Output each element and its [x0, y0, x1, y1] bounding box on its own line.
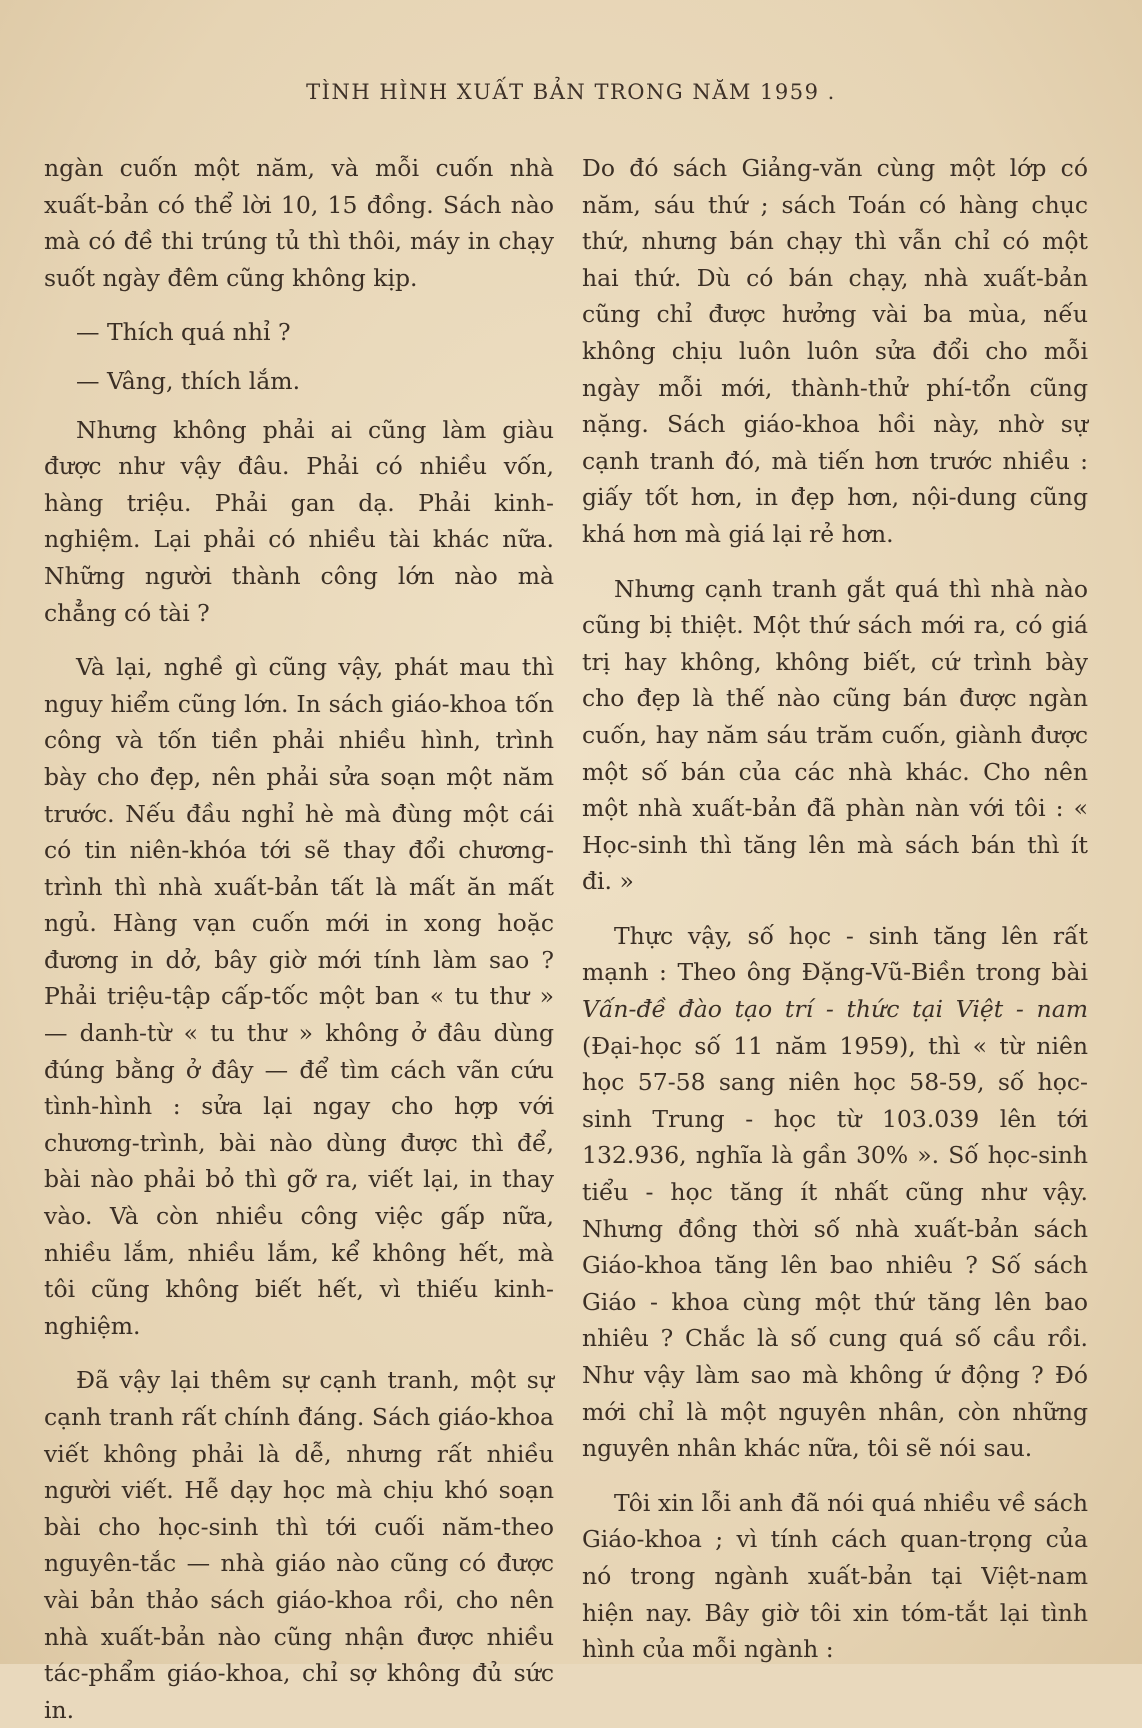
dialogue-line: — Thích quá nhỉ ?	[76, 318, 291, 347]
left-column	[44, 150, 554, 1728]
text-span: Thực vậy, số học - sinh tăng lên rất mạnh : Theo ông Đặng-Vũ-Biền trong bài	[582, 921, 1088, 987]
paragraph: Do đó sách Giảng-văn cùng một lớp có năm, sáu thứ ; sách Toán có hàng chục thứ, nhưng bán chạy thì vẫn chỉ có một hai thứ. Dù có bán chạy, nhà xuất-bản cũng chỉ được hưởng vài ba mùa, nếu không chịu luôn luôn sửa đổi cho mỗi ngày mỗi mới, thành-thử phí-tổn cũng nặng. Sách giáo-khoa hồi này, nhờ sự cạnh tranh đó, mà tiến hơn trước nhiều : giấy tốt hơn, in đẹp hơn, nội-dung cũng khá hơn mà giá lại rẻ hơn.	[582, 154, 1088, 548]
paragraph: Đã vậy lại thêm sự cạnh tranh, một sự cạnh tranh rất chính đáng. Sách giáo-khoa viết không phải là dễ, nhưng rất nhiều người viết. Hễ dạy học mà chịu khó soạn bài cho học-sinh thì tới cuối năm-theo nguyên-tắc — nhà giáo nào cũng có được vài bản thảo sách giáo-khoa rồi, cho nên nhà xuất-bản nào cũng nhận được nhiều tác-phẩm giáo-khoa, chỉ sợ không đủ sức in.	[44, 1366, 554, 1724]
right-column	[582, 150, 1088, 1668]
paragraph-with-citation	[582, 918, 1088, 1467]
text-span: (Đại-học số 11 năm 1959), thì « từ niên học 57-58 sang niên học 58-59, số học-sinh Trung - học từ 103.039 lên tới 132.936, nghĩa là gần 30% ». Số học-sinh tiểu - học tăng ít nhất cũng như vậy. Nhưng đồng thời số nhà xuất-bản sách Giáo-khoa tăng lên bao nhiêu ? Số sách Giáo - khoa cùng một thứ tăng lên bao nhiêu ? Chắc là số cung quá số cầu rồi. Như vậy làm sao mà không ứ động ? Đó mới chỉ là một nguyên nhân, còn những nguyên nhân khác nữa, tôi sẽ nói sau.	[582, 1031, 1088, 1463]
paragraph: Tôi xin lỗi anh đã nói quá nhiều về sách Giáo-khoa ; vì tính cách quan-trọng của nó trong ngành xuất-bản tại Việt-nam hiện nay. Bây giờ tôi xin tóm-tắt lại tình hình của mỗi ngành :	[582, 1488, 1088, 1664]
paragraph: ngàn cuốn một năm, và mỗi cuốn nhà xuất-bản có thể lời 10, 15 đồng. Sách nào mà có đề thi trúng tủ thì thôi, máy in chạy suốt ngày đêm cũng không kịp.	[44, 154, 554, 292]
cited-article-title: Vấn-đề đào tạo trí - thức tại Việt - nam	[582, 995, 1088, 1024]
paragraph: Nhưng cạnh tranh gắt quá thì nhà nào cũng bị thiệt. Một thứ sách mới ra, có giá trị hay không, không biết, cứ trình bày cho đẹp là thế nào cũng bán được ngàn cuốn, hay năm sáu trăm cuốn, giành được một số bán của các nhà khác. Cho nên một nhà xuất-bản đã phàn nàn với tôi : « Học-sinh thì tăng lên mà sách bán thì ít đi. »	[582, 574, 1088, 896]
dialogue-line: — Vâng, thích lắm.	[76, 366, 301, 395]
running-header: TÌNH HÌNH XUẤT BẢN TRONG NĂM 1959 .	[306, 80, 836, 104]
paragraph: Nhưng không phải ai cũng làm giàu được như vậy đâu. Phải có nhiều vốn, hàng triệu. Phải gan dạ. Phải kinh-nghiệm. Lại phải có nhiều tài khác nữa. Những người thành công lớn nào mà chẳng có tài ?	[44, 415, 554, 627]
paragraph: Và lại, nghề gì cũng vậy, phát mau thì nguy hiểm cũng lớn. In sách giáo-khoa tốn công và tốn tiền phải nhiều hình, trình bày cho đẹp, nên phải sửa soạn một năm trước. Nếu đầu nghỉ hè mà đùng một cái có tin niên-khóa tới sẽ thay đổi chương-trình thì nhà xuất-bản tất là mất ăn mất ngủ. Hàng vạn cuốn mới in xong hoặc đương in dở, bây giờ mới tính làm sao ? Phải triệu-tập cấp-tốc một ban « tu thư » — danh-từ « tu thư » không ở đâu dùng đúng bằng ở đây — để tìm cách vãn cứu tình-hình : sửa lại ngay cho hợp với chương-trình, bài nào dùng được thì để, bài nào phải bỏ thì gỡ ra, viết lại, in thay vào. Và còn nhiều công việc gấp nữa, nhiều lắm, nhiều lắm, kể không hết, mà tôi cũng không biết hết, vì thiếu kinh-nghiệm.	[44, 653, 554, 1340]
